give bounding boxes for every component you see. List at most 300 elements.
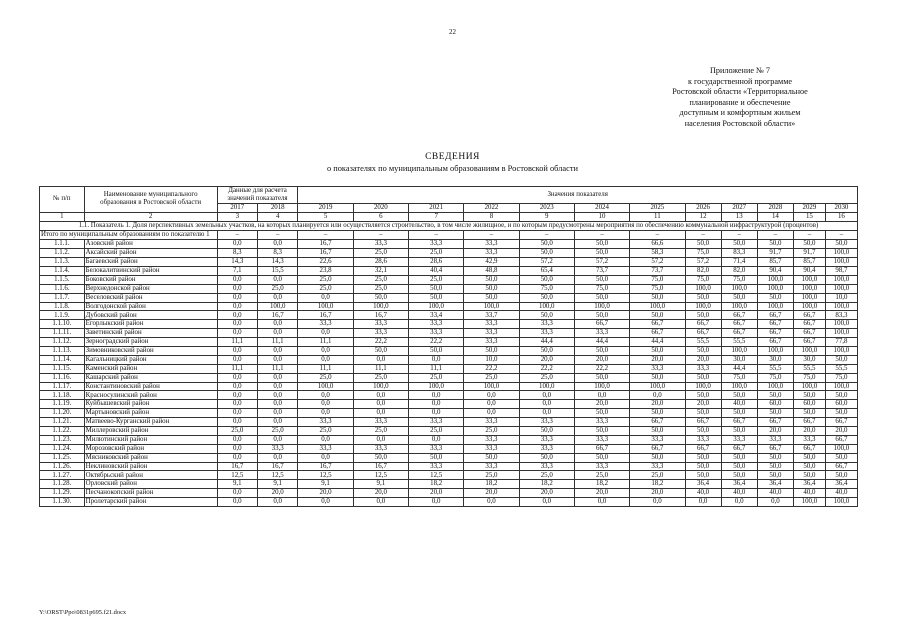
table-row xyxy=(40,258,858,267)
appendix-line: Ростовской области «Территориальное xyxy=(672,87,808,97)
table-row xyxy=(40,320,858,329)
indicator-value: 100,0 xyxy=(825,284,857,293)
indicator-value: 75,0 xyxy=(519,284,574,293)
indicator-value: 11,1 xyxy=(409,364,464,373)
indicator-value: 50,0 xyxy=(685,462,721,471)
total-value: – xyxy=(353,231,408,240)
indicator-value: 0,0 xyxy=(217,320,257,329)
indicator-value: 100,0 xyxy=(630,302,685,311)
indicator-value: 75,0 xyxy=(721,373,757,382)
indicator-value: 100,0 xyxy=(757,275,793,284)
indicator-value: 25,0 xyxy=(519,373,574,382)
indicator-value: 10,0 xyxy=(825,293,857,302)
indicator-value: 100,0 xyxy=(793,302,825,311)
year-header: 2021 xyxy=(409,204,464,213)
indicator-value: 50,0 xyxy=(464,453,519,462)
table-row xyxy=(40,311,858,320)
indicator-value: 0,0 xyxy=(298,400,353,409)
indicator-value: 0,0 xyxy=(217,409,257,418)
indicator-value: 40,0 xyxy=(825,489,857,498)
indicator-value: 98,7 xyxy=(825,266,857,275)
year-header: 2029 xyxy=(793,204,825,213)
indicator-value: 57,2 xyxy=(574,258,629,267)
indicator-value: 83,3 xyxy=(721,249,757,258)
municipality-name: Боковский район xyxy=(84,275,217,284)
indicator-value: 20,0 xyxy=(630,400,685,409)
indicator-value: 20,0 xyxy=(630,355,685,364)
row-code: 1.1.25. xyxy=(40,453,85,462)
indicator-value: 33,3 xyxy=(298,320,353,329)
indicator-value: 0,0 xyxy=(298,346,353,355)
indicator-value: 66,7 xyxy=(825,418,857,427)
year-header: 2028 xyxy=(757,204,793,213)
indicator-value: 66,7 xyxy=(574,444,629,453)
row-code: 1.1.2. xyxy=(40,249,85,258)
indicator-value: 20,0 xyxy=(258,489,298,498)
indicator-value: 25,0 xyxy=(464,426,519,435)
row-code: 1.1.17. xyxy=(40,382,85,391)
indicator-value: 50,0 xyxy=(519,426,574,435)
indicator-value: 0,0 xyxy=(217,293,257,302)
indicator-value: 100,0 xyxy=(757,302,793,311)
indicator-value: 0,0 xyxy=(258,382,298,391)
indicator-value: 50,0 xyxy=(825,391,857,400)
indicator-value: 16,7 xyxy=(353,311,408,320)
indicator-value: 20,0 xyxy=(757,426,793,435)
column-number: 16 xyxy=(825,212,857,221)
indicator-value: 50,0 xyxy=(793,471,825,480)
indicator-value: 33,3 xyxy=(464,320,519,329)
indicator-value: 75,0 xyxy=(793,373,825,382)
total-value: – xyxy=(721,231,757,240)
municipality-name: Мартыновский район xyxy=(84,409,217,418)
table-row xyxy=(40,471,858,480)
indicator-value: 50,0 xyxy=(757,391,793,400)
indicator-value: 50,0 xyxy=(574,249,629,258)
indicator-value: 50,0 xyxy=(685,471,721,480)
indicator-value: 100,0 xyxy=(825,302,857,311)
indicator-value: 66,7 xyxy=(685,329,721,338)
indicator-value: 20,0 xyxy=(353,489,408,498)
appendix-line: доступным и комфортным жильем xyxy=(679,108,801,118)
indicator-value: 0,0 xyxy=(258,240,298,249)
indicator-value: 33,3 xyxy=(574,418,629,427)
indicator-value: 22,2 xyxy=(574,364,629,373)
table-row xyxy=(40,444,858,453)
row-code: 1.1.30. xyxy=(40,498,85,507)
footer-file-path: Y:\ORST\Ppo\0831p695.f21.docx xyxy=(39,609,127,616)
indicator-value: 66,7 xyxy=(721,329,757,338)
indicator-value: 50,0 xyxy=(574,346,629,355)
header-indicator-values: Значения показателя xyxy=(298,187,858,204)
indicator-value: 50,0 xyxy=(630,409,685,418)
table-row xyxy=(40,453,858,462)
appendix-line: к государственной программе xyxy=(687,76,793,86)
indicator-value: 33,7 xyxy=(464,311,519,320)
page-number: 22 xyxy=(449,28,456,36)
row-code: 1.1.18. xyxy=(40,391,85,400)
column-number: 3 xyxy=(217,212,257,221)
indicator-value: 25,0 xyxy=(464,373,519,382)
indicator-value: 25,0 xyxy=(630,471,685,480)
table-row xyxy=(40,391,858,400)
row-code: 1.1.21. xyxy=(40,418,85,427)
indicator-value: 75,0 xyxy=(685,275,721,284)
indicator-value: 50,0 xyxy=(793,462,825,471)
municipality-name: Дубовский район xyxy=(84,311,217,320)
indicator-value: 28,6 xyxy=(409,258,464,267)
indicator-value: 66,7 xyxy=(757,329,793,338)
indicator-value: 50,0 xyxy=(793,240,825,249)
year-header: 2018 xyxy=(258,204,298,213)
municipality-name: Куйбышевский район xyxy=(84,400,217,409)
indicator-value: 10,0 xyxy=(464,355,519,364)
row-code: 1.1.11. xyxy=(40,329,85,338)
row-code: 1.1.23. xyxy=(40,435,85,444)
indicator-value: 25,0 xyxy=(298,275,353,284)
indicator-value: 50,0 xyxy=(825,240,857,249)
indicator-value: 100,0 xyxy=(519,382,574,391)
indicator-value: 75,0 xyxy=(574,284,629,293)
indicator-value: 0,0 xyxy=(258,435,298,444)
indicator-value: 100,0 xyxy=(721,302,757,311)
indicator-value: 20,0 xyxy=(519,355,574,364)
appendix-line: Приложение № 7 xyxy=(710,66,770,75)
indicator-value: 20,0 xyxy=(298,489,353,498)
indicator-value: 50,0 xyxy=(409,284,464,293)
indicator-value: 40,0 xyxy=(757,489,793,498)
indicator-value: 50,0 xyxy=(519,346,574,355)
indicator-value: 0,0 xyxy=(217,382,257,391)
indicator-value: 75,0 xyxy=(685,249,721,258)
row-code: 1.1.16. xyxy=(40,373,85,382)
indicator-value: 42,9 xyxy=(464,258,519,267)
indicator-value: 50,0 xyxy=(685,346,721,355)
indicator-value: 50,0 xyxy=(519,275,574,284)
indicator-value: 50,0 xyxy=(793,409,825,418)
indicator-value: 0,0 xyxy=(409,400,464,409)
indicator-value: 20,0 xyxy=(409,489,464,498)
municipality-name: Неклиновский район xyxy=(84,462,217,471)
indicator-value: 82,0 xyxy=(721,266,757,275)
indicator-value: 66,7 xyxy=(825,462,857,471)
row-code: 1.1.19. xyxy=(40,400,85,409)
indicator-value: 66,7 xyxy=(793,320,825,329)
indicator-value: 25,0 xyxy=(353,373,408,382)
year-header: 2023 xyxy=(519,204,574,213)
indicator-value: 100,0 xyxy=(258,302,298,311)
indicator-value: 100,0 xyxy=(793,275,825,284)
year-header: 2019 xyxy=(298,204,353,213)
indicator-value: 33,3 xyxy=(298,444,353,453)
header-basis-data: Данные для расчета значений показателя xyxy=(217,187,298,204)
indicator-value: 25,0 xyxy=(258,426,298,435)
indicator-value: 50,0 xyxy=(721,462,757,471)
column-number: 14 xyxy=(757,212,793,221)
indicator-value: 100,0 xyxy=(825,444,857,453)
indicator-value: 25,0 xyxy=(298,373,353,382)
indicator-value: 0,0 xyxy=(217,302,257,311)
indicator-value: 18,2 xyxy=(574,480,629,489)
indicator-value: 0,0 xyxy=(409,435,464,444)
indicator-value: 9,1 xyxy=(353,480,408,489)
indicator-value: 20,0 xyxy=(519,489,574,498)
indicator-value: 33,3 xyxy=(574,435,629,444)
indicator-value: 50,0 xyxy=(519,249,574,258)
indicator-value: 100,0 xyxy=(409,302,464,311)
document-subtitle: о показателях по муниципальным образованиям в Ростовской области xyxy=(326,164,578,173)
indicator-value: 15,5 xyxy=(258,266,298,275)
indicator-value: 0,0 xyxy=(217,435,257,444)
appendix-note xyxy=(640,66,840,130)
indicator-value: 0,0 xyxy=(258,275,298,284)
indicator-value: 33,3 xyxy=(757,435,793,444)
indicator-value: 66,7 xyxy=(630,329,685,338)
indicator-value: 11,1 xyxy=(298,338,353,347)
indicator-value: 0,0 xyxy=(519,391,574,400)
indicator-value: 66,7 xyxy=(793,329,825,338)
indicator-value: 40,0 xyxy=(721,400,757,409)
indicator-value: 33,3 xyxy=(630,364,685,373)
indicator-value: 11,1 xyxy=(298,364,353,373)
indicator-value: 0,0 xyxy=(217,400,257,409)
table-row xyxy=(40,249,858,258)
row-code: 1.1.9. xyxy=(40,311,85,320)
indicator-value: 8,3 xyxy=(217,249,257,258)
table-row xyxy=(40,364,858,373)
header-number: № п/п xyxy=(40,187,85,213)
indicator-value: 48,8 xyxy=(464,266,519,275)
indicator-value: 50,0 xyxy=(409,293,464,302)
indicator-value: 12,5 xyxy=(298,471,353,480)
indicator-value: 33,3 xyxy=(464,444,519,453)
row-code: 1.1.26. xyxy=(40,462,85,471)
table-body xyxy=(40,221,858,506)
indicator-value: 33,3 xyxy=(353,240,408,249)
municipality-name: Волгодонской район xyxy=(84,302,217,311)
indicator-value: 50,0 xyxy=(574,373,629,382)
indicator-value: 16,7 xyxy=(298,462,353,471)
municipality-name: Морозовский район xyxy=(84,444,217,453)
header-municipality: Наименование муниципального образования в Ростовской области xyxy=(84,187,217,213)
indicator-value: 50,0 xyxy=(353,293,408,302)
indicator-value: 25,0 xyxy=(353,426,408,435)
indicator-value: 0,0 xyxy=(298,435,353,444)
indicator-value: 18,2 xyxy=(409,480,464,489)
indicator-value: 36,4 xyxy=(825,480,857,489)
indicator-value: 33,3 xyxy=(519,320,574,329)
indicator-value: 40,0 xyxy=(793,489,825,498)
indicator-value: 66,7 xyxy=(630,444,685,453)
indicator-value: 16,7 xyxy=(258,311,298,320)
indicator-value: 100,0 xyxy=(793,498,825,507)
indicator-value: 100,0 xyxy=(574,382,629,391)
total-value: – xyxy=(258,231,298,240)
indicator-value: 16,7 xyxy=(298,249,353,258)
indicator-value: 50,0 xyxy=(757,409,793,418)
indicator-value: 66,7 xyxy=(630,320,685,329)
indicator-value: 0,0 xyxy=(217,444,257,453)
indicator-value: 50,0 xyxy=(793,391,825,400)
table-row xyxy=(40,498,858,507)
total-value: – xyxy=(574,231,629,240)
indicator-value: 73,7 xyxy=(574,266,629,275)
appendix-line: населения Ростовской области» xyxy=(684,118,796,128)
indicator-value: 22,6 xyxy=(298,258,353,267)
row-code: 1.1.27. xyxy=(40,471,85,480)
indicator-value: 100,0 xyxy=(757,284,793,293)
indicator-value: 100,0 xyxy=(825,498,857,507)
indicator-value: 33,3 xyxy=(574,329,629,338)
indicator-value: 50,0 xyxy=(464,346,519,355)
indicator-value: 0,0 xyxy=(721,498,757,507)
indicator-value: 0,0 xyxy=(258,391,298,400)
indicator-value: 20,0 xyxy=(574,355,629,364)
indicator-value: 33,3 xyxy=(464,418,519,427)
column-number-row xyxy=(40,212,858,221)
indicator-value: 50,0 xyxy=(825,471,857,480)
year-header: 2030 xyxy=(825,204,857,213)
indicator-value: 100,0 xyxy=(721,382,757,391)
total-value: – xyxy=(519,231,574,240)
indicator-value: 66,7 xyxy=(793,418,825,427)
indicator-value: 32,1 xyxy=(353,266,408,275)
indicator-value: 100,0 xyxy=(685,382,721,391)
indicator-value: 66,7 xyxy=(685,444,721,453)
indicator-value: 50,0 xyxy=(630,311,685,320)
indicator-value: 20,0 xyxy=(574,489,629,498)
indicator-value: 0,0 xyxy=(574,391,629,400)
document-title: СВЕДЕНИЯ xyxy=(425,152,480,162)
municipality-name: Каменский район xyxy=(84,364,217,373)
indicator-value: 50,0 xyxy=(825,409,857,418)
indicator-value: 44,4 xyxy=(574,338,629,347)
indicator-value: 91,7 xyxy=(793,249,825,258)
indicator-value: 50,0 xyxy=(574,426,629,435)
table-row xyxy=(40,489,858,498)
indicator-value: 60,0 xyxy=(793,400,825,409)
indicator-value: 33,3 xyxy=(574,462,629,471)
indicator-value: 0,0 xyxy=(217,498,257,507)
indicator-value: 33,3 xyxy=(464,462,519,471)
indicator-value: 91,7 xyxy=(757,249,793,258)
municipality-name: Константиновский район xyxy=(84,382,217,391)
indicator-value: 12,5 xyxy=(409,471,464,480)
indicator-value: 33,3 xyxy=(685,435,721,444)
indicator-value: 0,0 xyxy=(630,498,685,507)
municipality-name: Багаевский район xyxy=(84,258,217,267)
indicator-value: 9,1 xyxy=(258,480,298,489)
indicator-value: 0,0 xyxy=(217,355,257,364)
indicator-value: 33,3 xyxy=(464,249,519,258)
indicator-value: 50,0 xyxy=(685,426,721,435)
indicator-value: 33,3 xyxy=(258,444,298,453)
indicator-value: 12,5 xyxy=(258,471,298,480)
indicator-value: 50,0 xyxy=(721,453,757,462)
table-row xyxy=(40,355,858,364)
column-number: 6 xyxy=(353,212,408,221)
indicator-value: 9,1 xyxy=(217,480,257,489)
row-code: 1.1.3. xyxy=(40,258,85,267)
indicator-value: 33,3 xyxy=(519,329,574,338)
indicator-value: 100,0 xyxy=(685,302,721,311)
row-code: 1.1.14. xyxy=(40,355,85,364)
indicator-value: 0,0 xyxy=(464,391,519,400)
municipality-name: Октябрьский район xyxy=(84,471,217,480)
indicator-value: 50,0 xyxy=(721,240,757,249)
year-header: 2025 xyxy=(630,204,685,213)
row-code: 1.1.24. xyxy=(40,444,85,453)
indicator-value: 30,0 xyxy=(793,355,825,364)
indicator-value: 12,5 xyxy=(353,471,408,480)
indicator-value: 33,3 xyxy=(353,320,408,329)
indicator-value: 50,0 xyxy=(574,453,629,462)
indicator-value: 14,3 xyxy=(258,258,298,267)
indicator-value: 100,0 xyxy=(825,320,857,329)
indicator-value: 0,0 xyxy=(298,498,353,507)
indicator-value: 0,0 xyxy=(298,355,353,364)
column-number: 8 xyxy=(464,212,519,221)
indicator-value: 50,0 xyxy=(630,293,685,302)
indicator-value: 25,0 xyxy=(519,471,574,480)
indicator-value: 20,0 xyxy=(685,400,721,409)
indicator-value: 50,0 xyxy=(825,453,857,462)
indicator-value: 20,0 xyxy=(825,426,857,435)
indicator-value: 73,7 xyxy=(630,266,685,275)
column-number: 1 xyxy=(40,212,85,221)
indicator-value: 0,0 xyxy=(409,391,464,400)
total-value: – xyxy=(464,231,519,240)
indicator-value: 36,4 xyxy=(685,480,721,489)
indicator-value: 75,0 xyxy=(825,373,857,382)
indicator-value: 100,0 xyxy=(793,346,825,355)
indicator-value: 20,0 xyxy=(685,355,721,364)
indicator-value: 50,0 xyxy=(685,391,721,400)
municipality-name: Матвеево-Курганский район xyxy=(84,418,217,427)
indicator-value: 55,5 xyxy=(685,338,721,347)
indicator-value: 0,0 xyxy=(217,346,257,355)
indicator-value: 83,3 xyxy=(825,311,857,320)
indicator-value: 36,4 xyxy=(721,480,757,489)
indicator-value: 66,7 xyxy=(721,320,757,329)
indicator-value: 90,4 xyxy=(793,266,825,275)
table-row xyxy=(40,302,858,311)
indicator-value: 16,7 xyxy=(217,462,257,471)
indicator-value: 25,0 xyxy=(353,249,408,258)
municipality-name: Аксайский район xyxy=(84,249,217,258)
indicator-value: 100,0 xyxy=(353,302,408,311)
indicator-value: 50,0 xyxy=(464,293,519,302)
municipality-name: Заветинский район xyxy=(84,329,217,338)
indicator-value: 25,0 xyxy=(258,284,298,293)
total-value: – xyxy=(630,231,685,240)
indicator-value: 66,7 xyxy=(630,418,685,427)
indicator-value: 50,0 xyxy=(757,471,793,480)
indicator-value: 100,0 xyxy=(793,284,825,293)
column-number: 9 xyxy=(519,212,574,221)
indicator-value: 0,0 xyxy=(298,453,353,462)
indicator-value: 100,0 xyxy=(519,302,574,311)
indicator-value: 25,0 xyxy=(409,426,464,435)
indicator-value: 100,0 xyxy=(298,302,353,311)
municipality-name: Зерноградский район xyxy=(84,338,217,347)
table-row xyxy=(40,338,858,347)
row-code: 1.1.8. xyxy=(40,302,85,311)
table-row xyxy=(40,275,858,284)
indicator-value: 75,0 xyxy=(721,275,757,284)
table-row xyxy=(40,409,858,418)
indicator-value: 57,2 xyxy=(630,258,685,267)
